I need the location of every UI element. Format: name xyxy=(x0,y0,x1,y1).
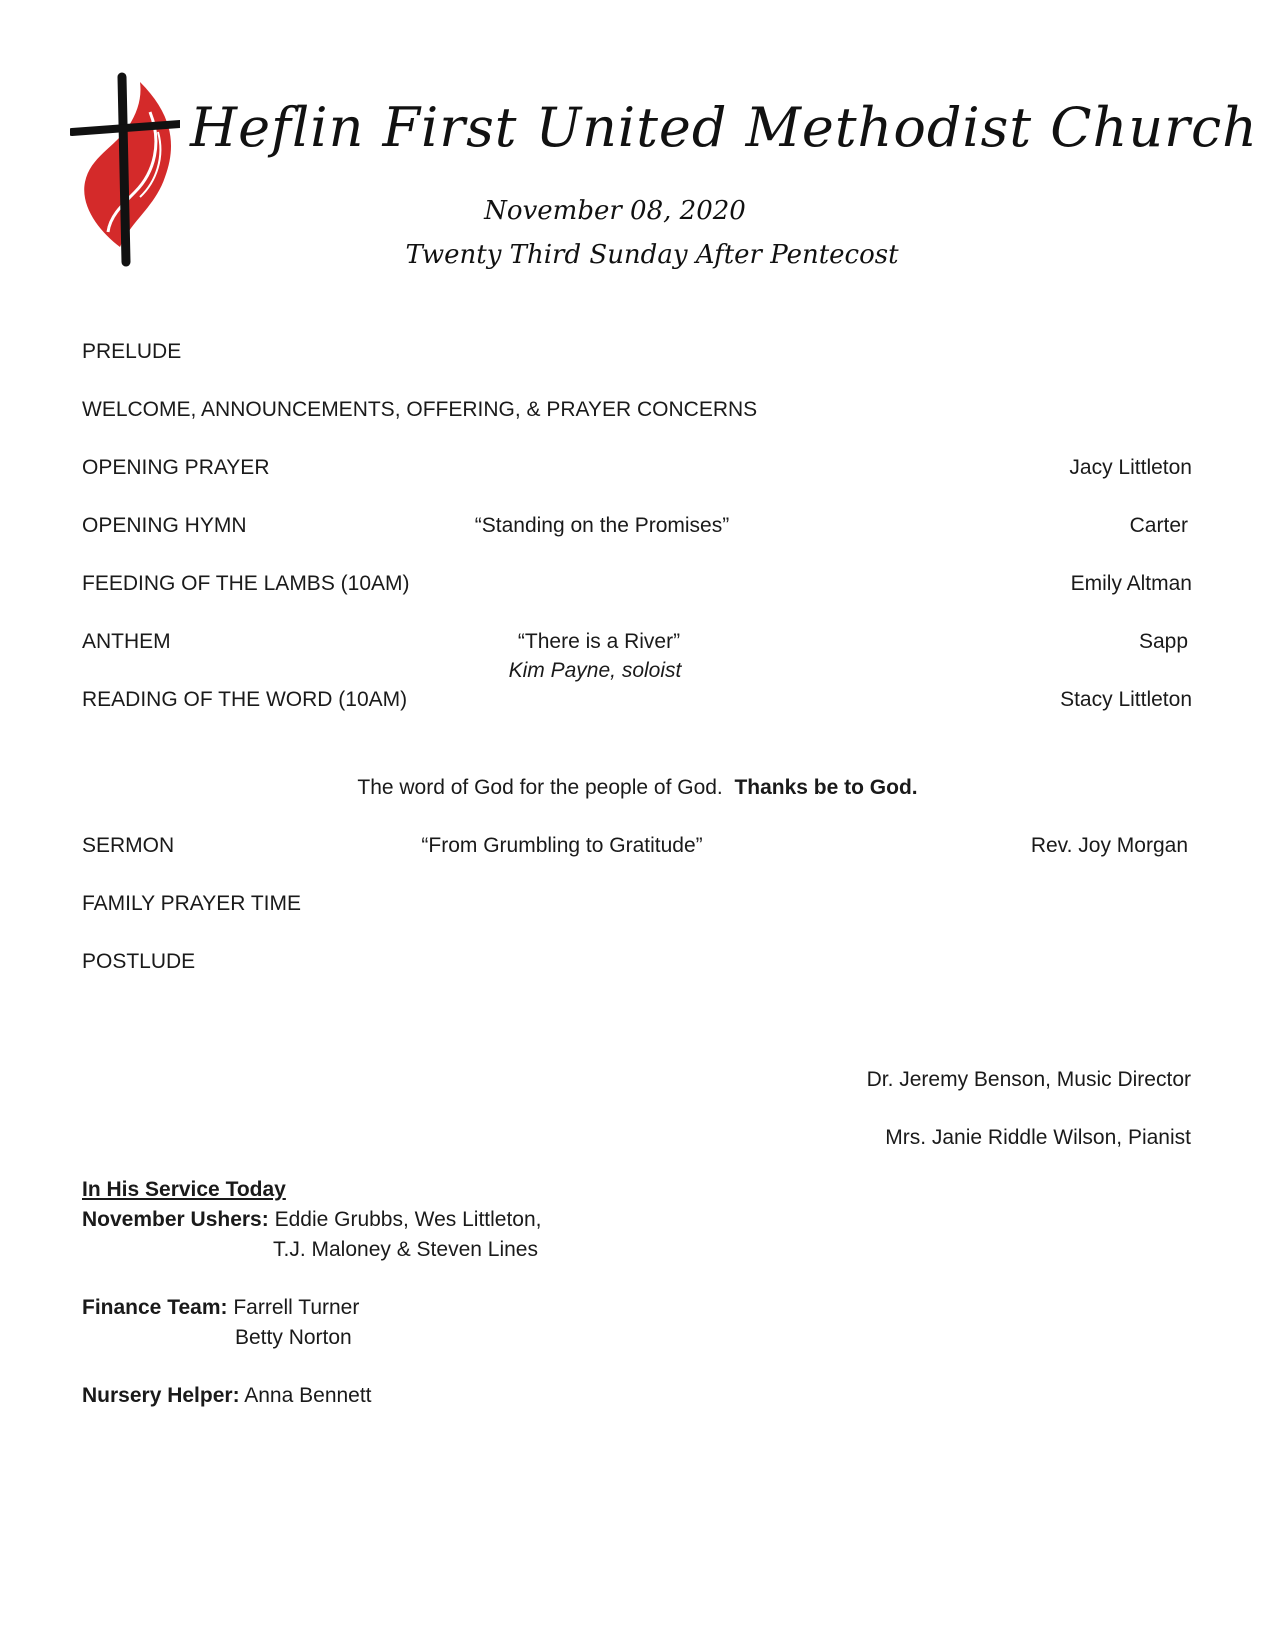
worship-item-welcome xyxy=(82,398,1192,428)
worship-item-opening-prayer xyxy=(82,456,1192,486)
worship-item-leader: Emily Altman xyxy=(1070,572,1192,595)
worship-item-title: “Standing on the Promises” xyxy=(474,514,730,537)
response-call: The word of God for the people of God. xyxy=(357,776,723,799)
finance-name-2: Betty Norton xyxy=(235,1326,352,1349)
ushers-line xyxy=(82,1208,542,1232)
finance-name-1: Farrell Turner xyxy=(233,1296,360,1319)
finance-line xyxy=(82,1296,359,1320)
worship-item-label: FAMILY PRAYER TIME xyxy=(82,892,302,915)
cross-and-flame-logo xyxy=(70,72,180,267)
worship-item-label: POSTLUDE xyxy=(82,950,196,973)
worship-item-anthem xyxy=(82,630,1192,682)
worship-item-leader: Jacy Littleton xyxy=(1069,456,1192,479)
worship-item-label: FEEDING OF THE LAMBS (10AM) xyxy=(82,572,410,595)
worship-item-title: “There is a River” xyxy=(517,630,681,653)
service-heading: In His Service Today xyxy=(82,1178,286,1201)
worship-item-label: ANTHEM xyxy=(82,630,171,653)
ushers-names-2: T.J. Maloney & Steven Lines xyxy=(273,1238,538,1261)
ushers-names-1: Eddie Grubbs, Wes Littleton, xyxy=(274,1208,542,1231)
worship-item-opening-hymn xyxy=(82,514,1192,544)
church-name: Heflin First United Methodist Church xyxy=(190,96,1258,159)
cross-vertical xyxy=(122,77,126,262)
worship-item-label: READING OF THE WORD (10AM) xyxy=(82,688,408,711)
worship-item-title: “From Grumbling to Gratitude” xyxy=(421,834,703,857)
worship-item-postlude xyxy=(82,950,1192,980)
nursery-label: Nursery Helper: xyxy=(82,1384,240,1407)
worship-item-label: WELCOME, ANNOUNCEMENTS, OFFERING, & PRAYER CONCERNS xyxy=(82,398,758,421)
staff-music-director: Dr. Jeremy Benson, Music Director xyxy=(866,1068,1191,1091)
nursery-line xyxy=(82,1384,372,1408)
ushers-label: November Ushers: xyxy=(82,1208,269,1231)
liturgical-occasion: Twenty Third Sunday After Pentecost xyxy=(405,240,899,270)
worship-item-label: OPENING PRAYER xyxy=(82,456,270,479)
worship-item-feeding-lambs xyxy=(82,572,1192,602)
worship-item-reading xyxy=(82,688,1192,718)
staff-pianist: Mrs. Janie Riddle Wilson, Pianist xyxy=(885,1126,1191,1149)
worship-item-leader: Carter xyxy=(1129,514,1188,537)
worship-item-soloist: Kim Payne, soloist xyxy=(508,659,682,682)
worship-item-leader: Sapp xyxy=(1138,630,1188,653)
worship-item-family-prayer xyxy=(82,892,1192,922)
service-date: November 08, 2020 xyxy=(484,196,746,226)
scripture-response xyxy=(0,776,1275,800)
response-answer: Thanks be to God. xyxy=(734,776,918,799)
finance-label: Finance Team: xyxy=(82,1296,228,1319)
worship-item-label: OPENING HYMN xyxy=(82,514,247,537)
worship-item-sermon xyxy=(82,834,1192,864)
worship-item-label: PRELUDE xyxy=(82,340,182,363)
nursery-name: Anna Bennett xyxy=(244,1384,372,1407)
worship-item-prelude xyxy=(82,340,1192,370)
worship-item-leader: Rev. Joy Morgan xyxy=(1030,834,1188,857)
worship-item-label: SERMON xyxy=(82,834,175,857)
worship-item-leader: Stacy Littleton xyxy=(1060,688,1192,711)
